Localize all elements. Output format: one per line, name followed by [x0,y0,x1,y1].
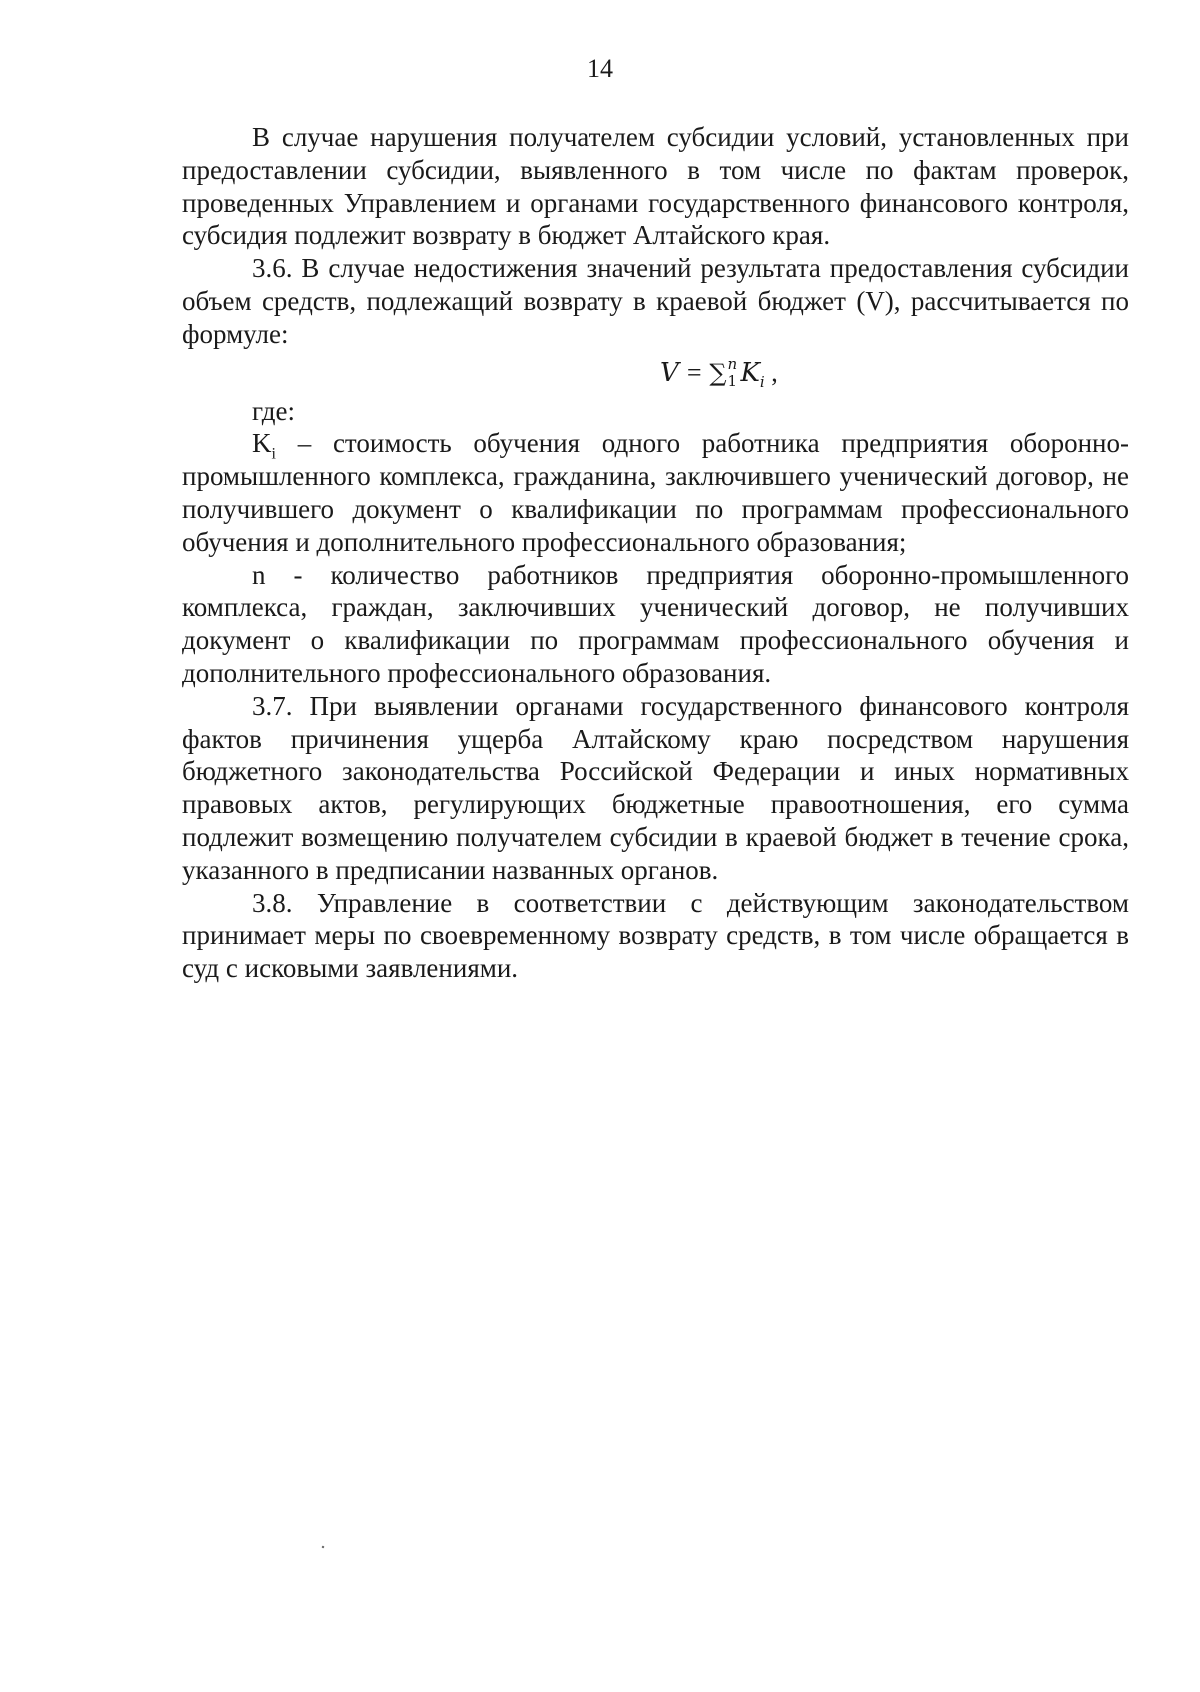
page-number: 14 [587,54,613,83]
document-body [182,121,1129,985]
ki-symbol: K [252,428,272,459]
paragraph-ki-definition [182,427,1129,558]
formula-trail: , [764,357,778,387]
sum-icon: ∑ [709,358,727,387]
scan-speck [322,1546,325,1549]
formula [182,351,1129,395]
formula-lhs: V [660,357,679,388]
formula-term-subscript: i [759,372,765,391]
formula-expression [660,354,778,391]
ki-definition-text: – стоимость обучения одного работника предприятия оборонно-промышленного комплекса, гражданина, заключившего ученический договор, не получившего документ о квалификации по программам профессионального обучения и дополнительного профессионального образования; [182,428,1129,557]
formula-upper-limit: n [727,354,738,373]
formula-term: K [740,357,760,388]
paragraph-3-6: 3.6. В случае недостижения значений результата предоставления субсидии объем средств, подлежащий возврату в краевой бюджет (V), рассчитывается по формуле: [182,253,1129,349]
formula-equals: = [678,357,710,387]
paragraph-n-definition: n - количество работников предприятия оборонно-промышленного комплекса, граждан, заключивших ученический договор, не получивших документ о квалификации по программам профессионального обучения и дополнительного профессионального образования. [182,559,1129,688]
paragraph-3-7: 3.7. При выявлении органами государственного финансового контроля фактов причинения ущерба Алтайскому краю посредством нарушения бюджетного законодательства Российской Федерации и иных нормативных правовых актов, регулирующих бюджетные правоотношения, его сумма подлежит возмещению получателем субсидии в краевой бюджет в течение срока, указанного в предписании названных органов. [182,690,1129,885]
ki-subscript: i [271,445,276,463]
paragraph-3-8: 3.8. Управление в соответствии с действующим законодательством принимает меры по своевременному возврату средств, в том числе обращается в суд с исковыми заявлениями. [182,887,1129,984]
formula-limits [726,354,740,390]
paragraph-where: где: [252,395,295,426]
paragraph-subsidy-violation: В случае нарушения получателем субсидии условий, установленных при предоставлении субсидии, выявленного в том числе по фактам проверок, проведенных Управлением и органами государственного финансового контроля, субсидия подлежит возврату в бюджет Алтайского края. [182,122,1129,251]
formula-lower-limit: 1 [727,371,738,390]
